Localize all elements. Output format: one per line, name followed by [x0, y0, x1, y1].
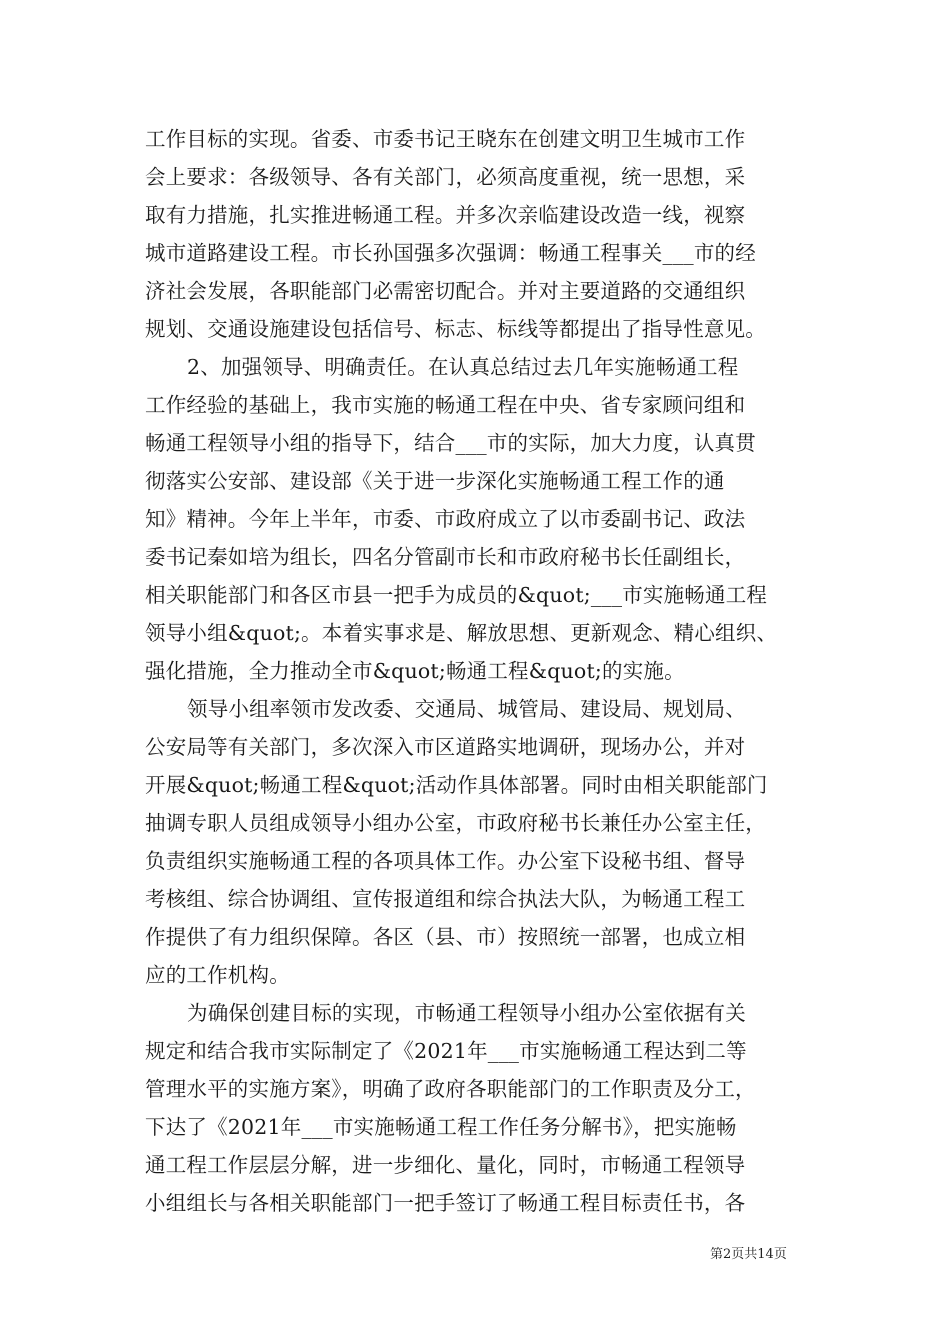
text-line: 规划、交通设施建设包括信号、标志、标线等都提出了指导性意见。 — [145, 317, 766, 341]
text-line: 取有力措施，扎实推进畅通工程。并多次亲临建设改造一线，视察 — [145, 203, 746, 227]
text-line: 应的工作机构。 — [145, 963, 290, 987]
text-line: 为确保创建目标的实现，市畅通工程领导小组办公室依据有关 — [187, 1001, 746, 1025]
text-line: 公安局等有关部门，多次深入市区道路实地调研，现场办公，并对 — [145, 735, 746, 759]
text-line: 抽调专职人员组成领导小组办公室，市政府秘书长兼任办公室主任， — [145, 811, 766, 835]
text-line: 委书记秦如培为组长，四名分管副市长和市政府秘书长任副组长， — [145, 545, 746, 569]
text-line: 济社会发展，各职能部门必需密切配合。并对主要道路的交通组织 — [145, 279, 746, 303]
text-line: 规定和结合我市实际制定了《2021年___市实施畅通工程达到二等 — [145, 1039, 747, 1063]
text-line: 2、加强领导、明确责任。在认真总结过去几年实施畅通工程 — [187, 355, 739, 379]
text-line: 负责组织实施畅通工程的各项具体工作。办公室下设秘书组、督导 — [145, 849, 746, 873]
text-line: 作提供了有力组织保障。各区（县、市）按照统一部署，也成立相 — [145, 925, 746, 949]
page-number: 第2页共14页 — [710, 1247, 787, 1262]
text-line: 考核组、综合协调组、宣传报道组和综合执法大队，为畅通工程工 — [145, 887, 746, 911]
text-line: 工作目标的实现。省委、市委书记王晓东在创建文明卫生城市工作 — [145, 127, 746, 151]
text-line: 小组组长与各相关职能部门一把手签订了畅通工程目标责任书，各 — [145, 1191, 746, 1215]
text-line: 相关职能部门和各区市县一把手为成员的&quot;___市实施畅通工程 — [145, 583, 768, 607]
text-line: 城市道路建设工程。市长孙国强多次强调：畅通工程事关___市的经 — [145, 241, 756, 265]
text-line: 领导小组&quot;。本着实事求是、解放思想、更新观念、精心组织、 — [145, 621, 778, 645]
text-line: 知》精神。今年上半年，市委、市政府成立了以市委副书记、政法 — [145, 507, 746, 531]
text-line: 强化措施，全力推动全市&quot;畅通工程&quot;的实施。 — [145, 659, 685, 683]
text-line: 下达了《2021年___市实施畅通工程工作任务分解书》，把实施畅 — [145, 1115, 737, 1139]
text-line: 工作经验的基础上，我市实施的畅通工程在中央、省专家顾问组和 — [145, 393, 746, 417]
text-line: 畅通工程领导小组的指导下，结合___市的实际，加大力度，认真贯 — [145, 431, 756, 455]
text-line: 领导小组率领市发改委、交通局、城管局、建设局、规划局、 — [187, 697, 746, 721]
text-line: 开展&quot;畅通工程&quot;活动作具体部署。同时由相关职能部门 — [145, 773, 768, 797]
text-line: 彻落实公安部、建设部《关于进一步深化实施畅通工程工作的通 — [145, 469, 725, 493]
text-line: 管理水平的实施方案》，明确了政府各职能部门的工作职责及分工， — [145, 1077, 756, 1101]
text-line: 会上要求：各级领导、各有关部门，必须高度重视，统一思想，采 — [145, 165, 746, 189]
text-line: 通工程工作层层分解，进一步细化、量化，同时，市畅通工程领导 — [145, 1153, 746, 1177]
